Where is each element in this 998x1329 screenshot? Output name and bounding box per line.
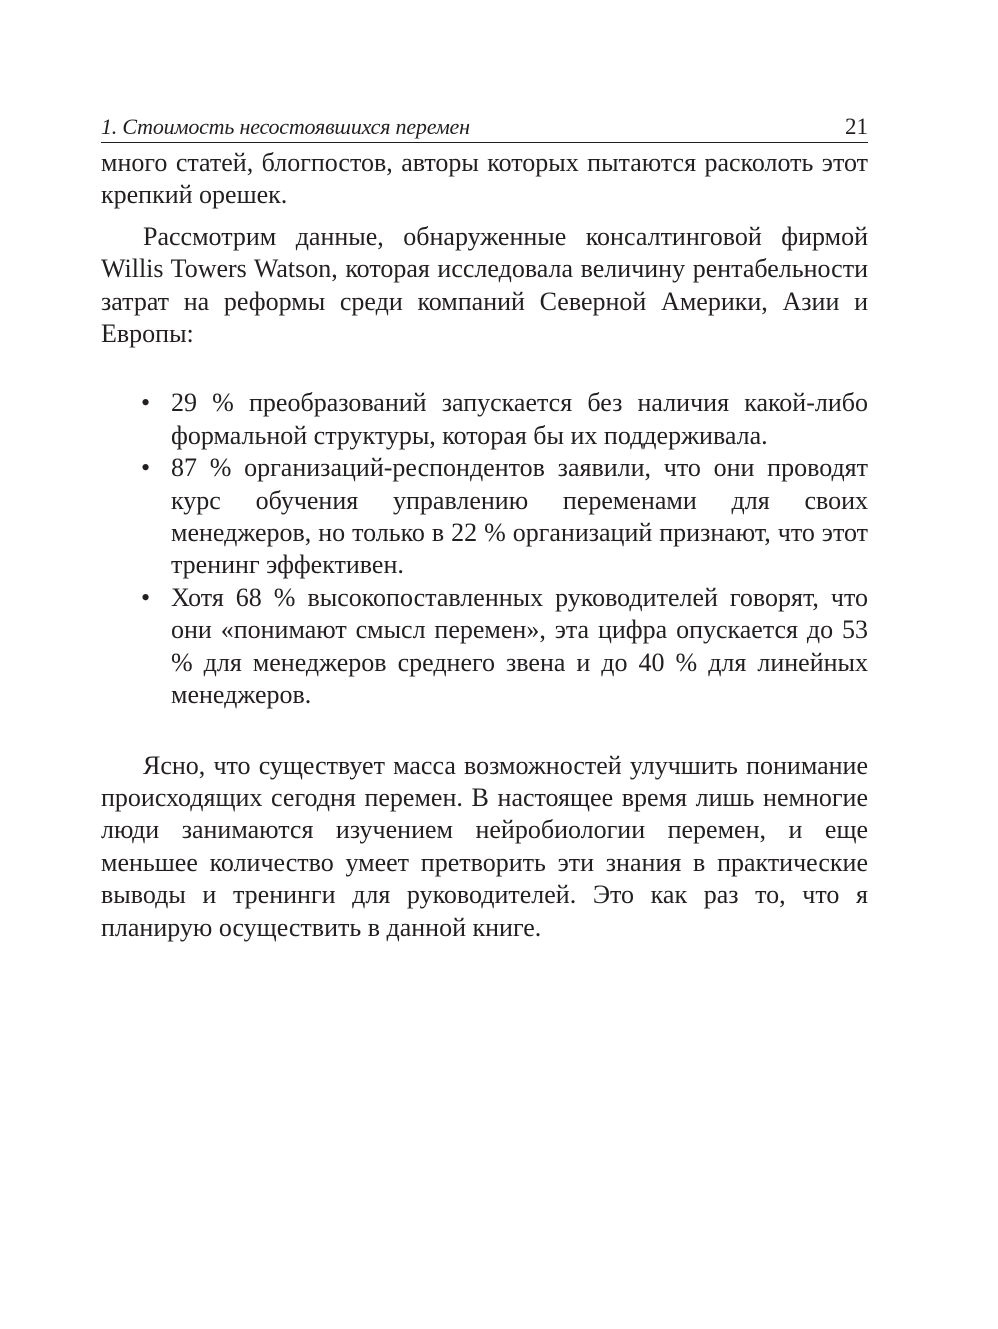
paragraph-conclusion: Ясно, что существует масса возможностей улучшить понимание происходящих сегодня перемен. В настоящее время лишь немногие люди занимаются изучением нейробиологии перемен, и еще меньшее количество умеет претворить эти знания в практические выводы и тренинги для руководителей. Это как раз то, что я планирую осуществить в данной книге.	[101, 750, 868, 942]
bullet-icon: •	[141, 388, 151, 418]
list-item-text: Хотя 68 % высокопоставленных руководителей говорят, что они «понимают смысл перемен», эта цифра опускается до 53 % для менеджеров среднего звена и до 40 % для линейных менеджеров.	[171, 582, 868, 710]
list-item	[101, 582, 868, 712]
book-page	[101, 112, 868, 944]
bullet-icon: •	[141, 453, 151, 483]
list-item	[101, 452, 868, 582]
list-item-text: 87 % организаций-респондентов заявили, что они проводят курс обучения управлению переменами для своих менеджеров, но только в 22 % организаций признают, что этот тренинг эффективен.	[171, 453, 868, 580]
list-item	[101, 387, 868, 452]
paragraph-continuation: много статей, блогпостов, авторы которых пытаются расколоть этот крепкий орешек.	[101, 148, 868, 210]
bullet-icon: •	[141, 582, 151, 612]
paragraph-study-intro: Рассмотрим данные, обнаруженные консалтинговой фирмой Willis Towers Watson, которая исследовала величину рентабельности затрат на реформы среди компаний Северной Америки, Азии и Европы:	[101, 221, 868, 349]
statistics-list	[101, 387, 868, 711]
page-number: 21	[845, 114, 868, 139]
chapter-running-title: 1. Стоимость несостоявшихся перемен	[101, 114, 470, 139]
running-header	[101, 112, 868, 143]
list-item-text: 29 % преобразований запускается без наличия какой-либо формальной структуры, которая бы их поддерживала.	[171, 388, 868, 450]
